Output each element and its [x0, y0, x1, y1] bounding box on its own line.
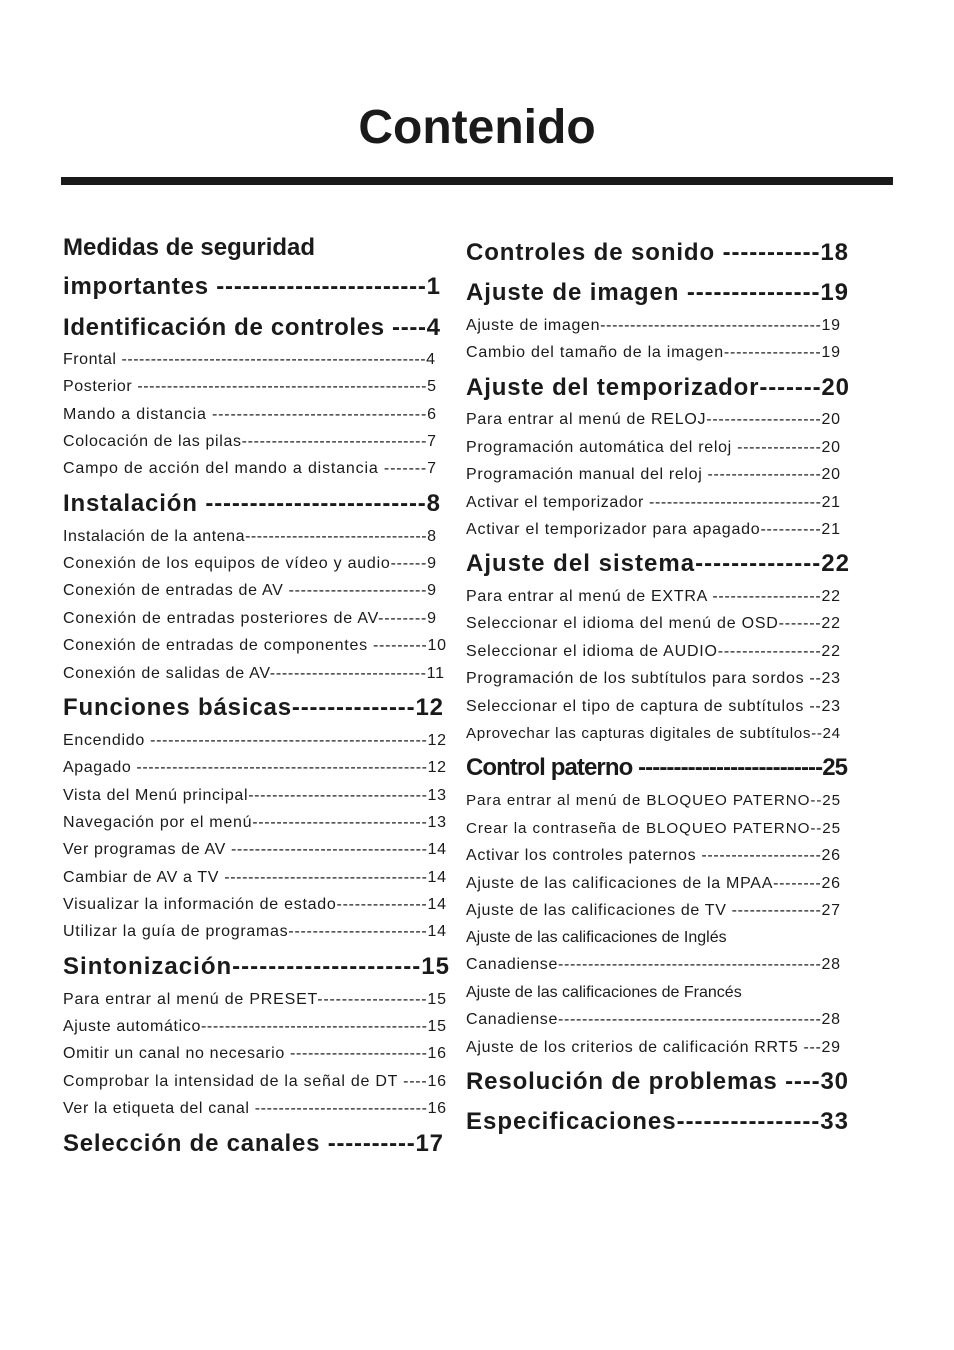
- toc-entry: Activar los controles paternos --------------------26: [466, 847, 841, 864]
- toc-entry: Conexión de entradas de componentes ---------10: [63, 637, 447, 654]
- toc-entry: Navegación por el menú-----------------------------13: [63, 814, 447, 831]
- toc-entry: Seleccionar el idioma del menú de OSD-------22: [466, 615, 841, 632]
- toc-heading: Ajuste de imagen ---------------19: [466, 279, 849, 306]
- toc-entry: Ajuste automático--------------------------------------15: [63, 1018, 447, 1035]
- toc-entry: Activar el temporizador -----------------------------21: [466, 494, 841, 511]
- toc-entry: Ajuste de las calificaciones de Francés: [466, 984, 742, 1001]
- toc-entry: Cambiar de AV a TV ----------------------------------14: [63, 869, 447, 886]
- toc-entry: Frontal ----------------------------------------------------4: [63, 351, 436, 368]
- toc-entry: Conexión de salidas de AV--------------------------11: [63, 665, 445, 682]
- toc-heading: Medidas de seguridad: [63, 234, 316, 261]
- toc-entry: Para entrar al menú de BLOQUEO PATERNO--25: [466, 792, 841, 809]
- toc-entry: Posterior -------------------------------------------------5: [63, 378, 437, 395]
- title-rule: [61, 177, 893, 185]
- toc-entry: Programación de los subtítulos para sordos --23: [466, 670, 841, 687]
- toc-entry: Comprobar la intensidad de la señal de DT ----16: [63, 1073, 447, 1090]
- page-title: Contenido: [358, 101, 596, 154]
- toc-entry: Conexión de entradas posteriores de AV--------9: [63, 610, 437, 627]
- toc-entry: Visualizar la información de estado---------------14: [63, 896, 447, 913]
- toc-entry: Programación manual del reloj -------------------20: [466, 466, 841, 483]
- toc-entry: Para entrar al menú de RELOJ-------------------20: [466, 411, 841, 428]
- toc-entry: Instalación de la antena-------------------------------8: [63, 528, 437, 545]
- toc-entry: Cambio del tamaño de la imagen----------------19: [466, 344, 841, 361]
- toc-entry: Vista del Menú principal------------------------------13: [63, 787, 447, 804]
- toc-heading: Ajuste del temporizador-------20: [466, 374, 850, 401]
- toc-heading: Sintonización---------------------15: [63, 953, 451, 980]
- toc-entry: Ver programas de AV ---------------------------------14: [63, 841, 447, 858]
- toc-entry: Colocación de las pilas-------------------------------7: [63, 433, 437, 450]
- toc-heading: Ajuste del sistema--------------22: [466, 550, 851, 577]
- toc-entry: Canadiense--------------------------------------------28: [466, 956, 841, 973]
- toc-heading: Instalación -------------------------8: [63, 490, 441, 517]
- toc-heading: Control paterno --------------------------25: [466, 754, 848, 781]
- toc-entry: Conexión de los equipos de vídeo y audio------9: [63, 555, 437, 572]
- toc-heading: Identificación de controles ----4: [63, 314, 441, 341]
- toc-entry: Conexión de entradas de AV -----------------------9: [63, 582, 437, 599]
- toc-entry: Ver la etiqueta del canal -----------------------------16: [63, 1100, 447, 1117]
- toc-entry: Seleccionar el tipo de captura de subtítulos --23: [466, 698, 841, 715]
- toc-heading: Selección de canales ----------17: [63, 1130, 444, 1157]
- toc-entry: Programación automática del reloj --------------20: [466, 439, 841, 456]
- toc-entry: Crear la contraseña de BLOQUEO PATERNO--25: [466, 820, 842, 837]
- toc-entry: Ajuste de imagen-------------------------------------19: [466, 317, 841, 334]
- toc-entry: Encendido ----------------------------------------------12: [63, 732, 447, 749]
- toc-entry: Ajuste de las calificaciones de TV ---------------27: [466, 902, 841, 919]
- toc-heading: Especificaciones----------------33: [466, 1108, 849, 1135]
- toc-entry: Ajuste de los criterios de calificación RRT5 ---29: [466, 1039, 841, 1056]
- toc-heading: Resolución de problemas ----30: [466, 1068, 849, 1095]
- toc-entry: Apagado -------------------------------------------------12: [63, 759, 447, 776]
- toc-entry: Campo de acción del mando a distancia -------7: [63, 460, 437, 477]
- toc-entry: Para entrar al menú de PRESET------------------15: [63, 991, 447, 1008]
- toc-heading: Controles de sonido -----------18: [466, 239, 849, 266]
- toc-entry: Activar el temporizador para apagado----------21: [466, 521, 841, 538]
- toc-entry: Utilizar la guía de programas-----------------------14: [63, 923, 447, 940]
- toc-entry: Para entrar al menú de EXTRA ------------------22: [466, 588, 841, 605]
- toc-heading: importantes ------------------------1: [63, 273, 441, 300]
- toc-entry: Seleccionar el idioma de AUDIO-----------------22: [466, 643, 841, 660]
- toc-entry: Ajuste de las calificaciones de Inglés: [466, 929, 727, 946]
- toc-entry: Canadiense--------------------------------------------28: [466, 1011, 841, 1028]
- toc-heading: Funciones básicas--------------12: [63, 694, 444, 721]
- toc-entry: Aprovechar las capturas digitales de subtítulos--24: [466, 725, 841, 742]
- toc-entry: Ajuste de las calificaciones de la MPAA--------26: [466, 875, 841, 892]
- toc-entry: Omitir un canal no necesario -----------------------16: [63, 1045, 447, 1062]
- toc-entry: Mando a distancia -----------------------------------6: [63, 406, 437, 423]
